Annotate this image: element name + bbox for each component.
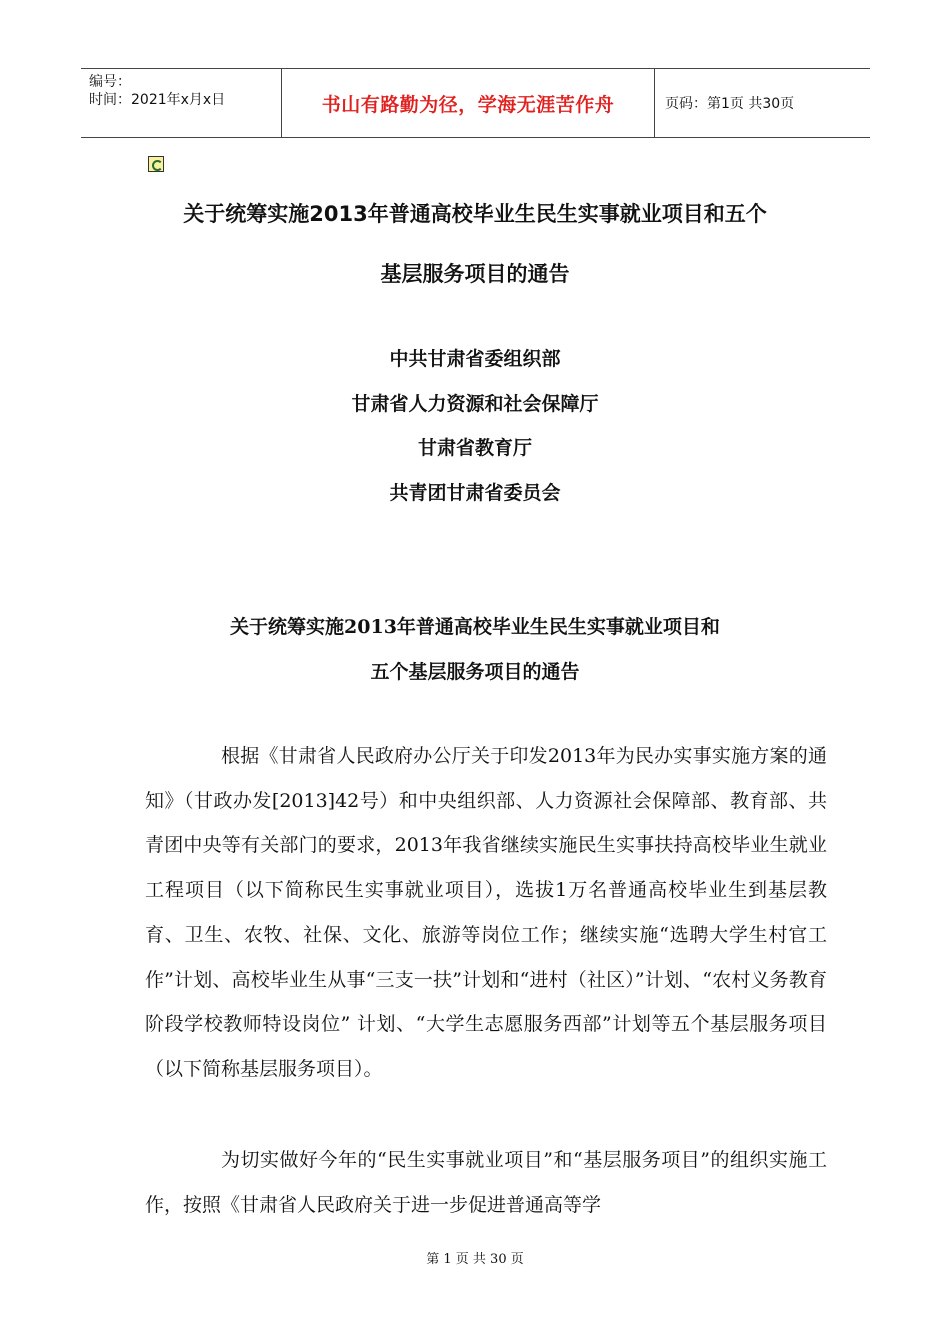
subtitle-line1: 关于统筹实施2013年普通高校毕业生民生实事就业项目和 [230,616,720,638]
paragraph-1: 根据《甘肃省人民政府办公厅关于印发2013年为民办实事实施方案的通知》（甘政办发[2013]42号）和中央组织部、人力资源社会保障部、教育部、共青团中央等有关部门的要求，2013年我省继续实施民生实事扶持高校毕业生就业工程项目（以下简称民生实事就业项目），选拔1万名普通高校毕业生到基层教育、卫生、农牧、社保、文化、旅游等岗位工作；继续实施“选聘大学生村官工作”计划、高校毕业生从事“三支一扶”计划和“进村（社区）”计划、“农村义务教育阶段学校教师特设岗位” 计划、“大学生志愿服务西部”计划等五个基层服务项目（以下简称基层服务项目）。 [145,745,827,1080]
document-icon [148,156,164,172]
header-motto: 书山有路勤为径，学海无涯苦作舟 [281,69,655,137]
paragraph-2: 为切实做好今年的“民生实事就业项目”和“基层服务项目”的组织实施工作，按照《甘肃省人民政府关于进一步促进普通高等学 [145,1149,827,1216]
header-meta [81,69,281,137]
header-page-info: 页码：第1页 共30页 [665,96,795,112]
organization-2: 甘肃省人力资源和社会保障厅 [351,393,599,415]
organization-4: 共青团甘肃省委员会 [389,482,561,504]
number-label: 编号： [89,74,131,90]
time-label: 时间：2021年x月x日 [89,92,226,108]
document-title-line2: 基层服务项目的通告 [380,262,570,286]
page-header [81,68,870,138]
organization-1: 中共甘肃省委组织部 [389,348,561,370]
subtitle-line2: 五个基层服务项目的通告 [370,661,580,683]
page-footer: 第 1 页 共 30 页 [426,1252,524,1267]
document-title-line1: 关于统筹实施2013年普通高校毕业生民生实事就业项目和五个 [183,202,767,226]
organization-3: 甘肃省教育厅 [417,437,532,459]
